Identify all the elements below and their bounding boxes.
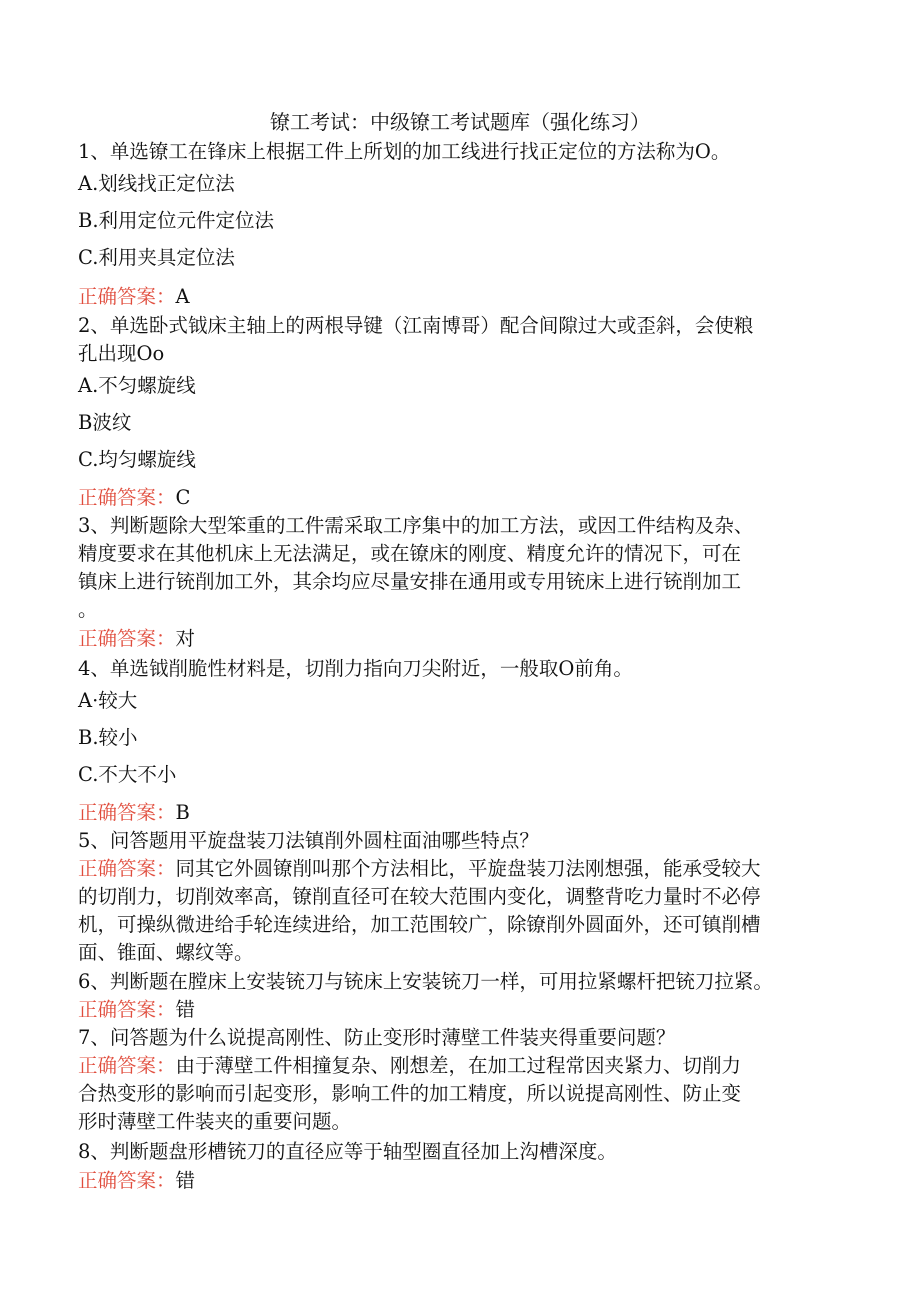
question-2-stem-line-2: 孔出现Oo bbox=[78, 342, 165, 365]
answer-value: 错 bbox=[175, 1169, 196, 1192]
question-1-stem: 1、单选镣工在锋床上根据工件上所划的加工线进行找正定位的方法称为O。 bbox=[78, 140, 731, 163]
question-3-stem-line-3: 镇床上进行铳削加工外，其余均应尽量安排在通用或专用铳床上进行铳削加工 bbox=[78, 570, 742, 593]
answer-label: 正确答案： bbox=[78, 1054, 176, 1077]
answer-value: 对 bbox=[175, 627, 196, 650]
question-1-option-a: A.划线找正定位法 bbox=[78, 172, 235, 195]
answer-value: A bbox=[175, 285, 190, 308]
question-4-stem: 4、单选钺削脆性材料是，切削力指向刀尖附近，一般取O前角。 bbox=[78, 657, 633, 680]
answer-value: C bbox=[175, 486, 191, 509]
question-8-answer bbox=[78, 1163, 195, 1199]
question-3-stem-line-2: 精度要求在其他机床上无法满足，或在镣床的刚度、精度允许的情况下，可在 bbox=[78, 542, 742, 565]
question-2-option-c: C.均匀螺旋线 bbox=[78, 448, 196, 471]
question-5-answer-line-2: 的切削力，切削效率高，镣削直径可在较大范围内变化，调整背吃力量时不必停 bbox=[78, 885, 761, 908]
answer-label: 正确答案： bbox=[78, 1169, 176, 1192]
answer-value: 同其它外圆镣削叫那个方法相比，平旋盘装刀法刚想强，能承受较大 bbox=[175, 857, 761, 880]
question-4-option-b: B.较小 bbox=[78, 726, 138, 749]
question-4-option-a: A·较大 bbox=[78, 689, 138, 712]
question-8-stem: 8、判断题盘形槽铳刀的直径应等于轴型圈直径加上沟槽深度。 bbox=[78, 1140, 617, 1163]
question-2-option-a: A.不匀螺旋线 bbox=[78, 374, 196, 397]
answer-value: B bbox=[175, 801, 190, 824]
question-4-option-c: C.不大不小 bbox=[78, 763, 177, 786]
question-5-answer-line-3: 机，可操纵微进给手轮连续进给，加工范围较广，除镣削外圆面外，还可镇削槽 bbox=[78, 913, 761, 936]
question-3-stem-line-1: 3、判断题除大型笨重的工件需采取工序集中的加工方法，或因工件结构及杂、 bbox=[78, 514, 754, 537]
question-7-answer-line-2: 合热变形的影响而引起变形，影响工件的加工精度，所以说提高刚性、防止变 bbox=[78, 1082, 742, 1105]
answer-label: 正确答案： bbox=[78, 998, 176, 1021]
answer-value: 由于薄壁工件相撞复杂、刚想差，在加工过程常因夹紧力、切削力 bbox=[175, 1054, 742, 1077]
question-5-answer-line-4: 面、锥面、螺纹等。 bbox=[78, 941, 254, 964]
question-7-stem: 7、问答题为什么说提高刚性、防止变形时薄壁工件装夹得重要问题？ bbox=[78, 1026, 676, 1049]
answer-label: 正确答案： bbox=[78, 486, 176, 509]
question-3-stem-line-4: 。 bbox=[78, 598, 98, 621]
question-1-option-c: C.利用夹具定位法 bbox=[78, 246, 235, 269]
question-2-option-b: B波纹 bbox=[78, 411, 132, 434]
question-1-option-b: B.利用定位元件定位法 bbox=[78, 209, 275, 232]
document-title: 镣工考试：中级镣工考试题库（强化练习） bbox=[270, 110, 650, 134]
question-2-stem-line-1: 2、单选卧式钺床主轴上的两根导键（江南博哥）配合间隙过大或歪斜，会使粮 bbox=[78, 314, 754, 337]
question-5-stem: 5、问答题用平旋盘装刀法镇削外圆柱面油哪些特点？ bbox=[78, 829, 539, 852]
question-6-stem: 6、判断题在膛床上安装铳刀与铳床上安装铳刀一样，可用拉紧螺杆把铳刀拉紧。 bbox=[78, 970, 773, 993]
answer-label: 正确答案： bbox=[78, 801, 176, 824]
answer-label: 正确答案： bbox=[78, 285, 176, 308]
answer-value: 错 bbox=[175, 998, 196, 1021]
answer-label: 正确答案： bbox=[78, 857, 176, 880]
answer-label: 正确答案： bbox=[78, 627, 176, 650]
question-7-answer-line-3: 形时薄壁工件装夹的重要问题。 bbox=[78, 1110, 352, 1133]
